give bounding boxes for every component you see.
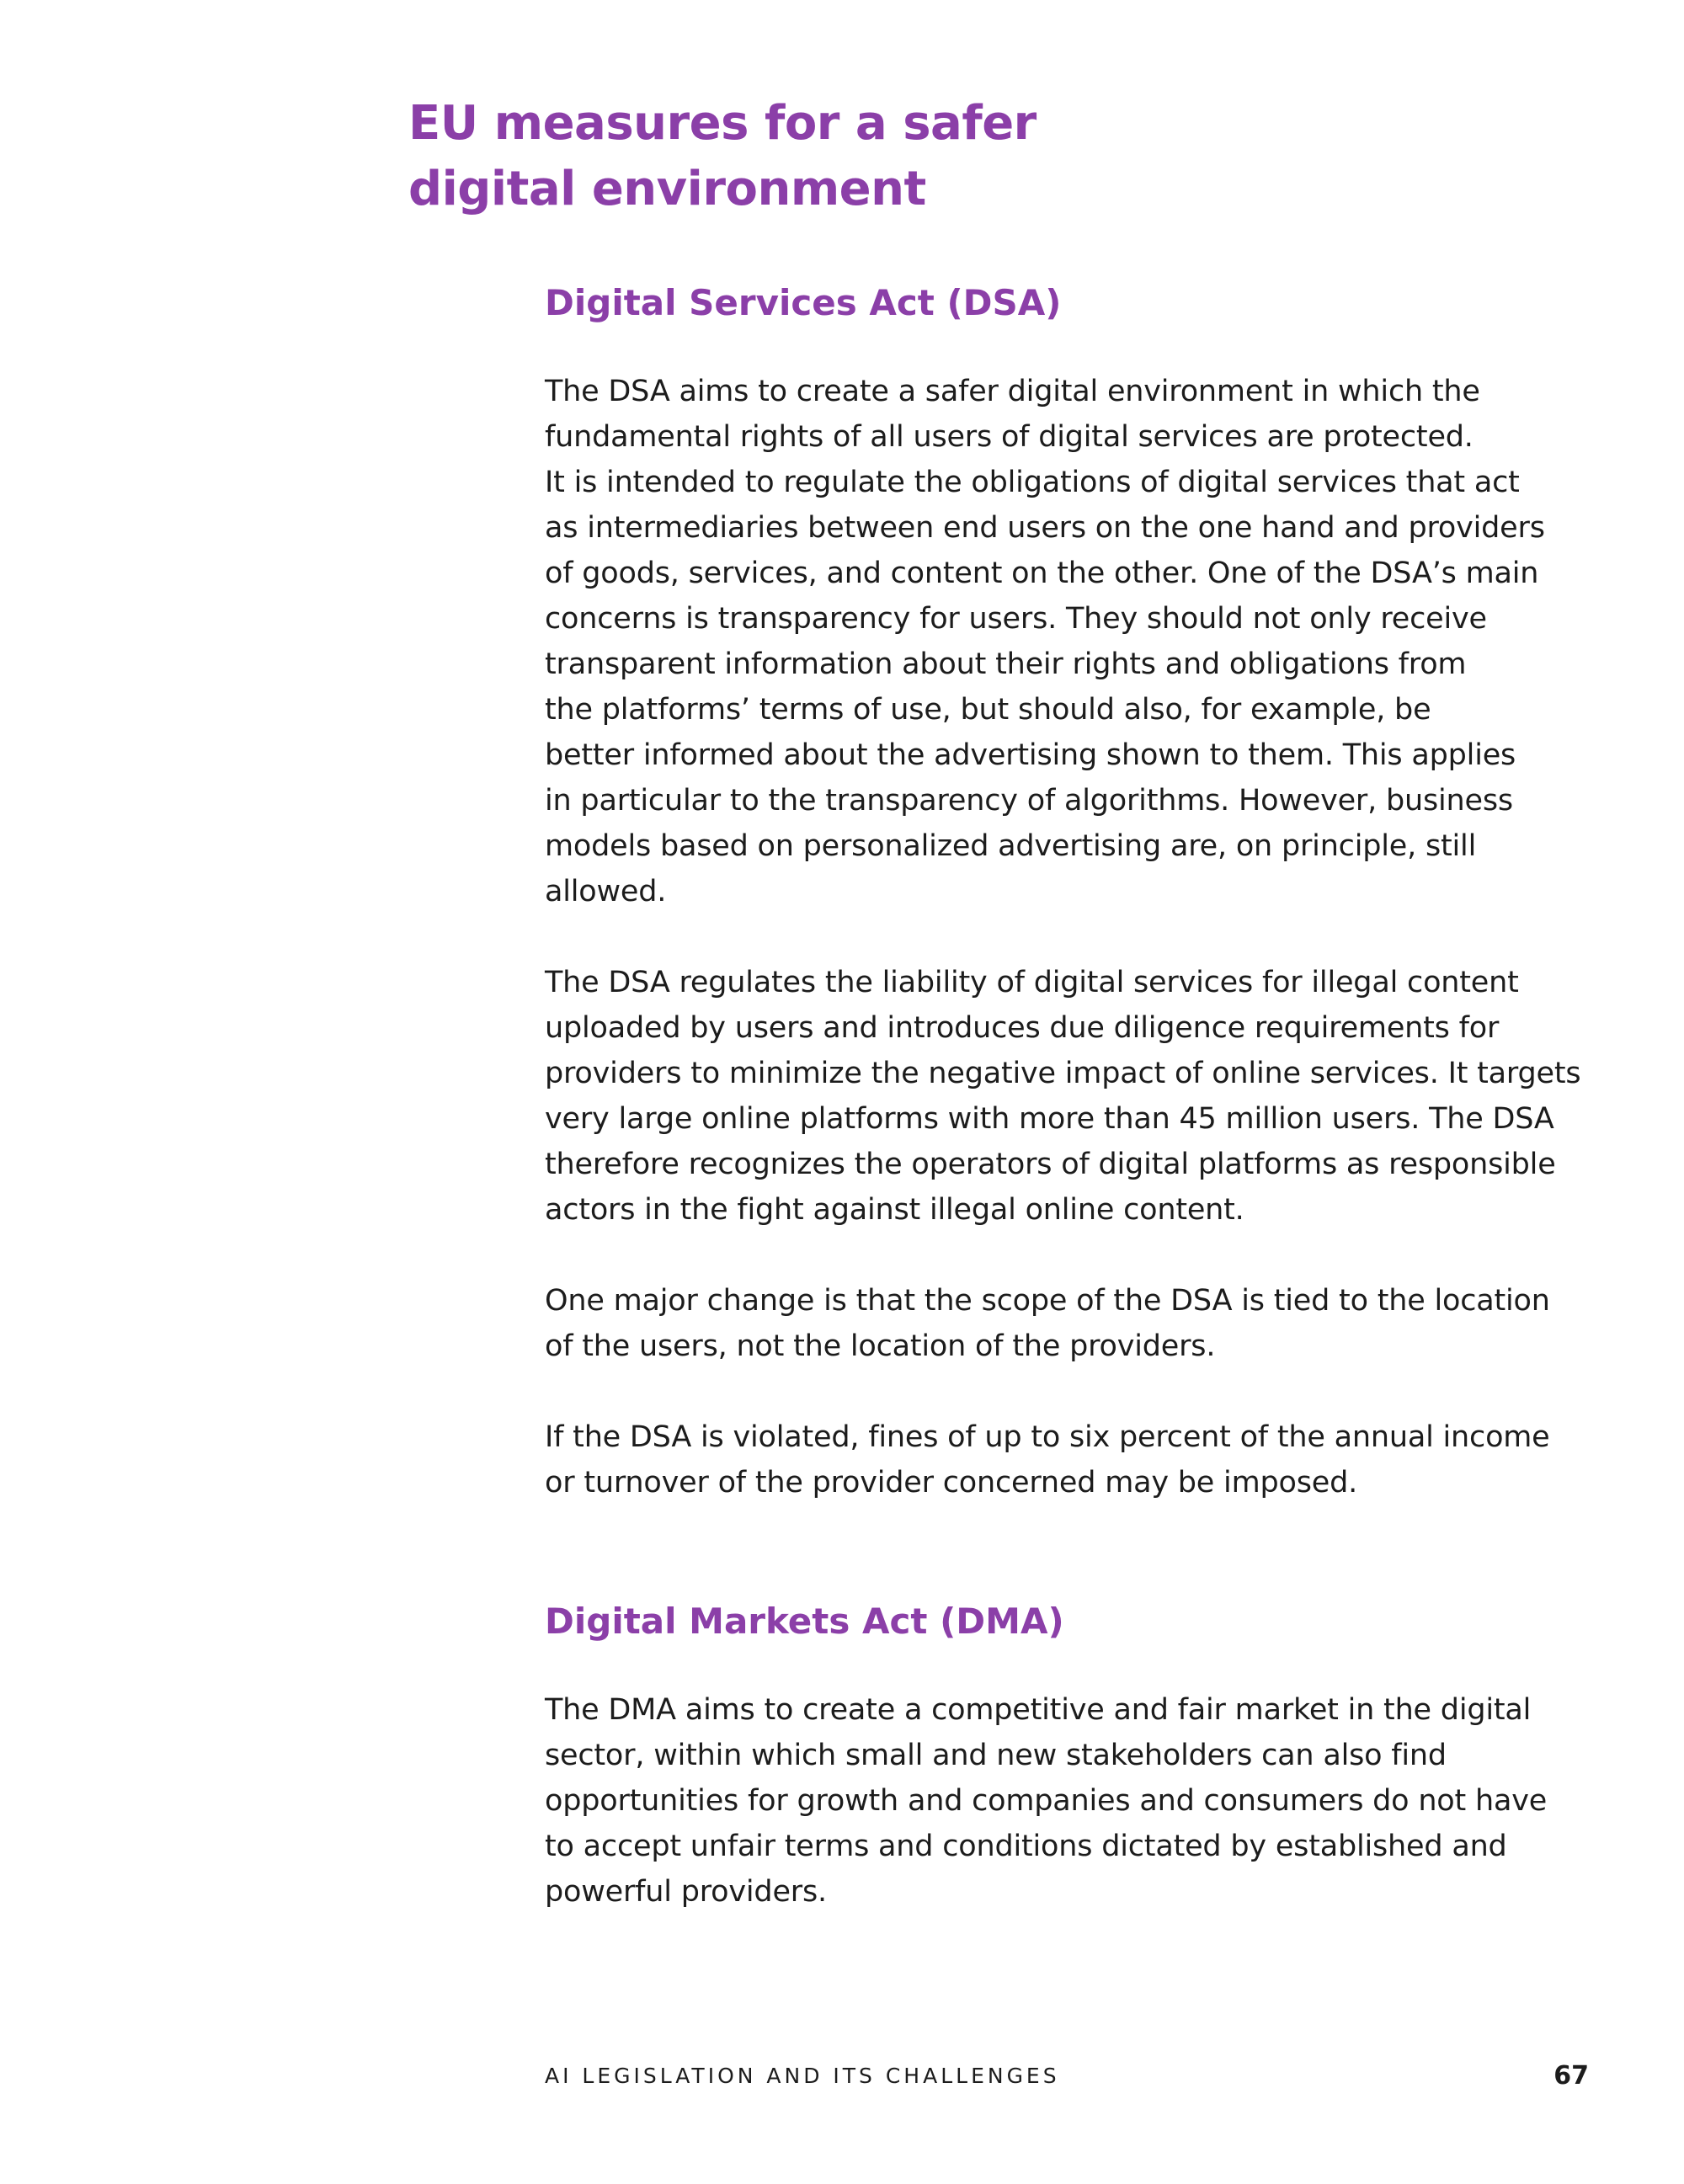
text-line: actors in the fight against illegal online content. <box>545 1193 1244 1227</box>
text-line: transparent information about their rights and obligations from <box>545 647 1467 681</box>
text-line: providers to minimize the negative impact of online services. It targets <box>545 1057 1581 1090</box>
text-line: therefore recognizes the operators of digital platforms as responsible <box>545 1148 1556 1181</box>
text-line: as intermediaries between end users on the one hand and providers <box>545 511 1545 545</box>
text-line: allowed. <box>545 875 667 908</box>
text-line: very large online platforms with more than 45 million users. The DSA <box>545 1102 1554 1136</box>
text-line: One major change is that the scope of the DSA is tied to the location <box>545 1284 1550 1318</box>
text-line: in particular to the transparency of algorithms. However, business <box>545 784 1513 818</box>
text-line: opportunities for growth and companies and consumers do not have <box>545 1784 1548 1818</box>
text-line: If the DSA is violated, fines of up to six percent of the annual income <box>545 1420 1550 1454</box>
dsa-paragraph-2 <box>545 960 1606 1233</box>
running-title: AI LEGISLATION AND ITS CHALLENGES <box>545 2064 1060 2088</box>
text-line: concerns is transparency for users. They should not only receive <box>545 602 1487 636</box>
text-line: It is intended to regulate the obligations of digital services that act <box>545 466 1520 499</box>
text-line: the platforms’ terms of use, but should also, for example, be <box>545 693 1431 727</box>
page-title-line: EU measures for a safer <box>408 96 1037 151</box>
text-line: or turnover of the provider concerned may be imposed. <box>545 1466 1358 1500</box>
text-line: The DSA aims to create a safer digital environment in which the <box>545 375 1480 408</box>
text-line: sector, within which small and new stakeholders can also find <box>545 1739 1447 1772</box>
section-heading-dma: Digital Markets Act (DMA) <box>545 1601 1064 1642</box>
text-line: of the users, not the location of the providers. <box>545 1329 1216 1363</box>
dsa-paragraph-1 <box>545 369 1606 914</box>
text-line: to accept unfair terms and conditions dictated by established and <box>545 1830 1507 1863</box>
text-line: fundamental rights of all users of digital services are protected. <box>545 420 1474 454</box>
text-line: The DMA aims to create a competitive and fair market in the digital <box>545 1693 1532 1727</box>
dsa-paragraph-3 <box>545 1278 1606 1369</box>
text-line: of goods, services, and content on the other. One of the DSA’s main <box>545 557 1539 590</box>
main-content <box>545 278 1606 1915</box>
dsa-paragraph-4 <box>545 1414 1606 1505</box>
page-title <box>408 91 1166 222</box>
page-footer <box>545 2059 1589 2093</box>
text-line: better informed about the advertising shown to them. This applies <box>545 738 1516 772</box>
dma-paragraph-1 <box>545 1687 1606 1915</box>
text-line: powerful providers. <box>545 1875 827 1909</box>
text-line: uploaded by users and introduces due diligence requirements for <box>545 1011 1500 1045</box>
page-title-line: digital environment <box>408 162 926 216</box>
text-line: The DSA regulates the liability of digital services for illegal content <box>545 966 1519 999</box>
text-line: models based on personalized advertising are, on principle, still <box>545 829 1477 863</box>
page-number: 67 <box>1553 2061 1589 2091</box>
section-heading-dsa: Digital Services Act (DSA) <box>545 282 1062 323</box>
